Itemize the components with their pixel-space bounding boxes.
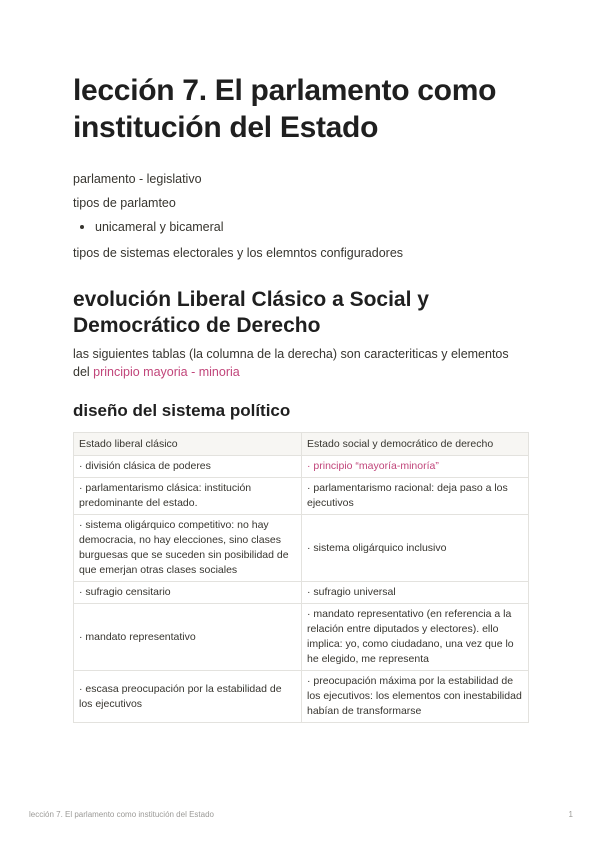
comparison-table bbox=[73, 432, 529, 723]
table-cell: · sistema oligárquico inclusivo bbox=[302, 515, 529, 582]
table-header-cell: Estado social y democrático de derecho bbox=[302, 433, 529, 456]
table-row bbox=[74, 582, 529, 604]
table-header-row bbox=[74, 433, 529, 456]
page-title: lección 7. El parlamento como institución del Estado bbox=[73, 74, 497, 144]
footer-title: lección 7. El parlamento como institución del Estado bbox=[29, 810, 214, 819]
page-number: 1 bbox=[568, 810, 573, 819]
table-row bbox=[74, 478, 529, 515]
section-paragraph bbox=[73, 345, 528, 381]
table-cell: · preocupación máxima por la estabilidad de los ejecutivos: los elementos con inestabilidad habían de transformarse bbox=[302, 671, 529, 723]
table-row bbox=[74, 604, 529, 671]
table-row bbox=[74, 671, 529, 723]
section-paragraph-text: las siguientes tablas (la columna de la derecha) son caracteriticas y elementos del bbox=[73, 347, 509, 379]
bullet-dot-icon bbox=[80, 225, 84, 229]
table-cell: · mandato representativo (en referencia a la relación entre diputados y electores). ello implica: yo, como ciudadano, una vez que lo he elegido, me representa bbox=[302, 604, 529, 671]
page-footer bbox=[29, 810, 573, 819]
table-cell-link[interactable]: · principio “mayoría-minoría” bbox=[302, 456, 529, 478]
table-cell: · parlamentarismo racional: deja paso a los ejecutivos bbox=[302, 478, 529, 515]
table-header-cell: Estado liberal clásico bbox=[74, 433, 302, 456]
section-heading: evolución Liberal Clásico a Social y Democrático de Derecho bbox=[73, 288, 429, 337]
table-row bbox=[74, 456, 529, 478]
table-cell: · escasa preocupación por la estabilidad de los ejecutivos bbox=[74, 671, 302, 723]
principio-link[interactable]: principio mayoria - minoria bbox=[93, 365, 240, 379]
intro-line-sistemas: tipos de sistemas electorales y los elemntos configuradores bbox=[73, 246, 404, 260]
intro-line-tipos: tipos de parlamteo bbox=[73, 196, 176, 210]
table-cell: · sistema oligárquico competitivo: no hay democracia, no hay elecciones, sino clases burguesas que se suceden sin posibilidad de que emerjan otras clases sociales bbox=[74, 515, 302, 582]
table-row bbox=[74, 515, 529, 582]
table-cell: · división clásica de poderes bbox=[74, 456, 302, 478]
table-cell: · parlamentarismo clásica: institución predominante del estado. bbox=[74, 478, 302, 515]
subsection-heading: diseño del sistema político bbox=[73, 401, 291, 420]
bullet-text: unicameral y bicameral bbox=[95, 220, 224, 234]
table-cell: · mandato representativo bbox=[74, 604, 302, 671]
table-cell: · sufragio censitario bbox=[74, 582, 302, 604]
intro-line-parlamento: parlamento - legislativo bbox=[73, 172, 202, 186]
table-cell: · sufragio universal bbox=[302, 582, 529, 604]
